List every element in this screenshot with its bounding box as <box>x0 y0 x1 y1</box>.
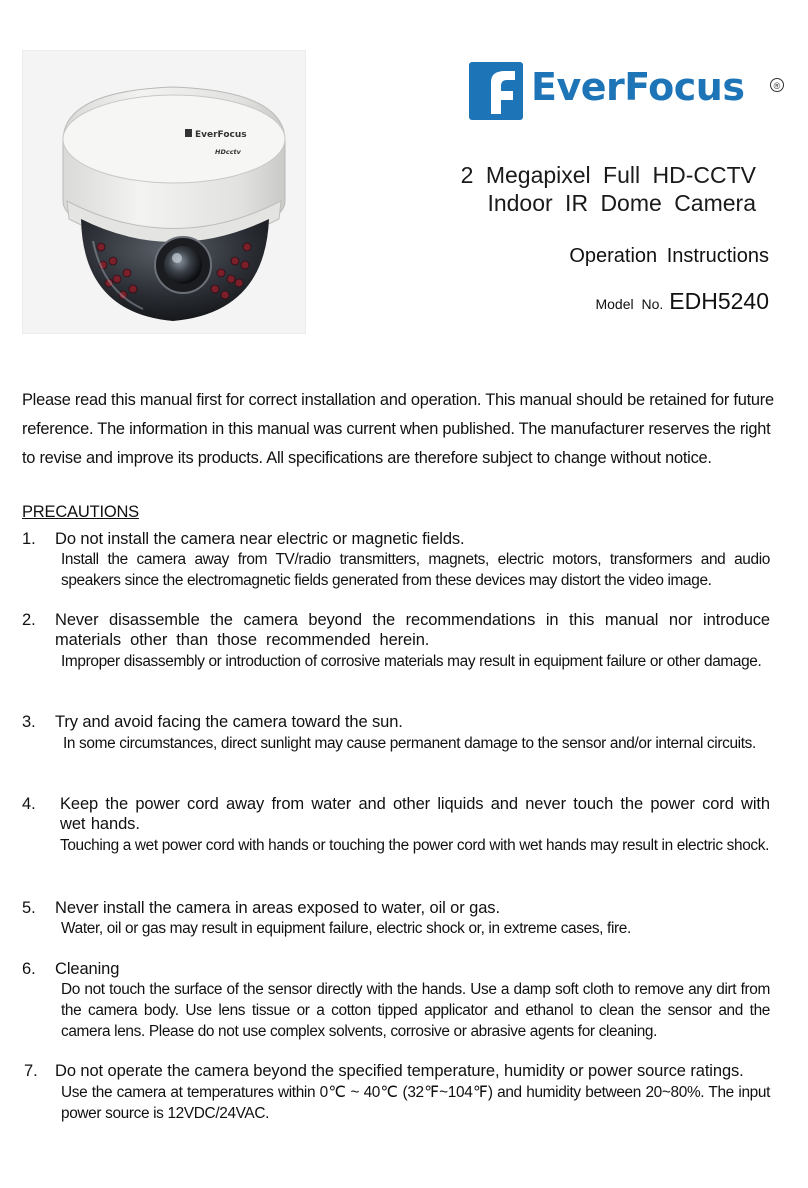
model-number <box>595 288 769 315</box>
item-body: Do not touch the surface of the sensor directly with the hands. Use a damp soft cloth to remove any dirt from the camera body. Use lens tissue or a cotton tipped applicator and ethanol to clean the sensor and the camera lens. Please do not use complex solvents, corrosive or abrasive agents for cleaning. <box>61 981 770 1040</box>
item-heading: Cleaning <box>55 960 120 978</box>
item-number: 6. <box>22 960 36 978</box>
item-heading: Keep the power cord away from water and other liquids and never touch the power cord with wet hands. <box>60 795 770 833</box>
item-heading: Try and avoid facing the camera toward the sun. <box>55 713 403 731</box>
item-body: Water, oil or gas may result in equipment failure, electric shock or, in extreme cases, fire. <box>61 920 631 937</box>
item-number: 4. <box>22 795 36 813</box>
dome-camera-illustration <box>23 51 305 333</box>
intro-line: Please read this manual first for correct installation and operation. This manual should be retained for future <box>22 391 774 409</box>
registered-mark: ® <box>770 78 784 92</box>
document-subtitle: Operation Instructions <box>569 245 769 267</box>
item-body: Touching a wet power cord with hands or touching the power cord with wet hands may result in electric shock. <box>60 837 770 854</box>
logo-wordmark: EverFocus <box>531 65 745 109</box>
intro-line: to revise and improve its products. All specifications are therefore subject to change without notice. <box>22 449 712 467</box>
precautions-heading: PRECAUTIONS <box>22 503 139 521</box>
item-number: 1. <box>22 530 36 548</box>
everfocus-logo-icon <box>469 60 523 122</box>
item-body: In some circumstances, direct sunlight may cause permanent damage to the sensor and/or internal circuits. <box>63 735 756 752</box>
item-number: 3. <box>22 713 36 731</box>
model-value: EDH5240 <box>669 288 769 314</box>
item-heading: Do not install the camera near electric or magnetic fields. <box>55 530 465 548</box>
photo-label-brand: EverFocus <box>195 130 247 140</box>
item-body: Install the camera away from TV/radio transmitters, magnets, electric motors, transformers and audio speakers since the electromagnetic fields generated from these devices may distort the video image. <box>61 551 770 589</box>
intro-paragraph <box>22 386 774 473</box>
item-heading: Never install the camera in areas exposed to water, oil or gas. <box>55 899 500 917</box>
item-number: 7. <box>24 1062 38 1080</box>
model-label: Model No. <box>595 296 664 312</box>
item-number: 5. <box>22 899 36 917</box>
item-heading: Do not operate the camera beyond the specified temperature, humidity or power source ratings. <box>55 1062 744 1080</box>
title-line-2: Indoor IR Dome Camera <box>487 190 756 216</box>
product-photo <box>22 50 306 334</box>
item-body: Use the camera at temperatures within 0℃ ~ 40℃ (32℉~104℉) and humidity between 20~80%. The input power source is 12VDC/24VAC. <box>61 1084 770 1122</box>
item-body: Improper disassembly or introduction of corrosive materials may result in equipment failure or other damage. <box>61 653 762 670</box>
everfocus-logo <box>469 60 781 126</box>
intro-line: reference. The information in this manual was current when published. The manufacturer reserves the right <box>22 420 771 438</box>
photo-label-sub: HDcctv <box>215 148 241 156</box>
title-line-1: 2 Megapixel Full HD-CCTV <box>460 162 756 188</box>
item-heading: Never disassemble the camera beyond the recommendations in this manual nor introduce materials other than those recommended herein. <box>55 611 770 649</box>
item-number: 2. <box>22 611 36 629</box>
